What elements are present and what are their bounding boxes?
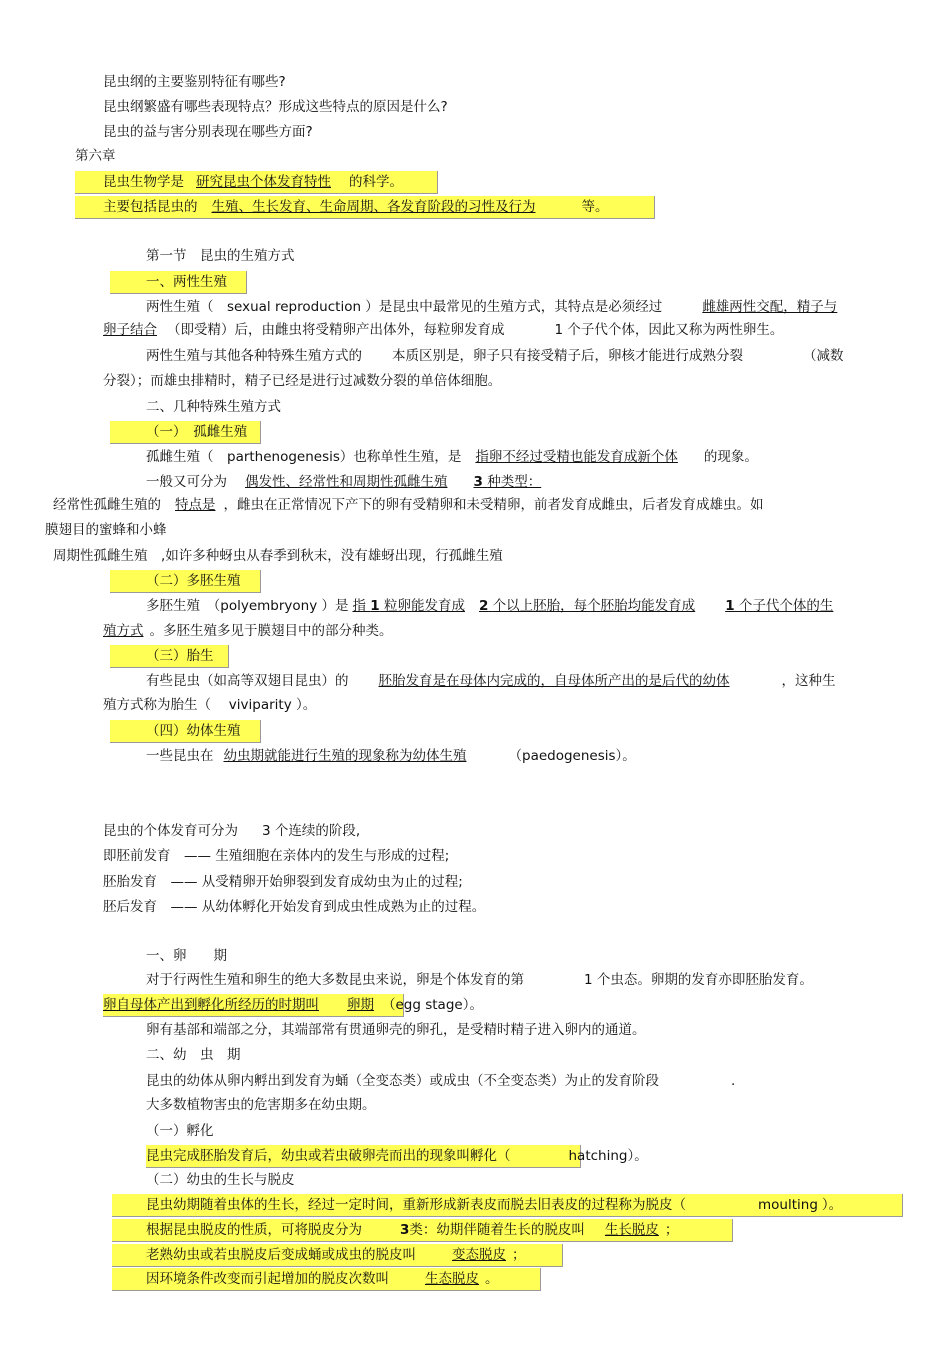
para-luanqi-2: 卵自母体产出到孵化所经历的时期叫 卵期 （egg stage）。: [103, 997, 483, 1013]
para-youchong-2: 大多数植物害虫的危害期多在幼虫期。: [146, 1097, 376, 1113]
section-title: 第一节 昆虫的生殖方式: [146, 248, 295, 264]
para-luanqi-3: 卵有基部和端部之分，其端部常有贯通卵壳的卵孔，是受精时精子进入卵内的通道。: [146, 1022, 646, 1038]
para-tuopi-1: 昆虫幼期随着虫体的生长，经过一定时间，重新形成新表皮而脱去旧表皮的过程称为脱皮（ moulting ）。: [146, 1197, 843, 1213]
para-guci-5: 周期性孤雌生殖 ,如许多种蚜虫从春季到秋末，没有雄蚜出现，行孤雌生殖: [53, 548, 503, 564]
heading-youti: （四）幼体生殖: [146, 723, 241, 739]
para-guci-2: 一般又可分为 偶发性、经常性和周期性孤雌生殖 3 种类型：: [146, 474, 542, 490]
para-benzhi-2: 分裂）；而雄虫排精时，精子已经是进行过减数分裂的单倍体细胞。: [103, 373, 502, 389]
para-duopei-1: 多胚生殖 （polyembryony ）是 指 1 粒卵能发育成 2 个以上胚胎，每个胚胎均能发育成 1 个子代个体的生: [146, 598, 834, 614]
heading-teshu: 二、几种特殊生殖方式: [146, 399, 281, 415]
heading-taisheng: （三）胎生: [146, 648, 214, 664]
heading-tuopi: （二）幼虫的生长与脱皮: [146, 1172, 295, 1188]
para-tuopi-2: 根据昆虫脱皮的性质，可将脱皮分为 3类：幼期伴随着生长的脱皮叫 生长脱皮 ；: [146, 1222, 679, 1238]
heading-youchong: 二、幼 虫 期: [146, 1047, 241, 1063]
para-benzhi-1: 两性生殖与其他各种特殊生殖方式的 本质区别是，卵子只有接受精子后，卵核才能进行成熟分裂 （减数: [146, 348, 844, 364]
para-tuopi-4: 因环境条件改变而引起增加的脱皮次数叫 生态脱皮 。: [146, 1271, 499, 1287]
dev-line-1: 昆虫的个体发育可分为 3 个连续的阶段,: [103, 823, 361, 839]
para-guci-3: 经常性孤雌生殖的 特点是 ，雌虫在正常情况下产下的卵有受精卵和未受精卵，前者发育成雌虫，后者发育成雄虫。如: [53, 497, 764, 513]
para-luanqi-1: 对于行两性生殖和卵生的绝大多数昆虫来说，卵是个体发育的第 1 个虫态。卵期的发育亦即胚胎发育。: [146, 972, 813, 988]
para-liangxing-2: 卵子结合 （即受精）后，由雌虫将受精卵产出体外，每粒卵发育成 1 个子代个体，因此又称为两性卵生。: [103, 322, 784, 338]
para-tuopi-3: 老熟幼虫或若虫脱皮后变成蛹或成虫的脱皮叫 变态脱皮 ；: [146, 1247, 526, 1263]
para-guci-4: 膜翅目的蜜蜂和小蜂: [45, 522, 167, 538]
para-youchong-1: 昆虫的幼体从卵内孵出到发育为蛹（全变态类）或成虫（不全变态类）为止的发育阶段 .: [146, 1073, 736, 1089]
heading-luanqi: 一、卵 期: [146, 948, 227, 964]
heading-liangxing: 一、两性生殖: [146, 274, 227, 290]
dev-line-2: 即胚前发育 —— 生殖细胞在亲体内的发生与形成的过程;: [103, 848, 450, 864]
heading-guci: （一） 孤雌生殖: [146, 424, 248, 440]
dev-line-3: 胚胎发育 —— 从受精卵开始卵裂到发育成幼虫为止的过程;: [103, 874, 463, 890]
para-guci-1: 孤雌生殖（ parthenogenesis）也称单性生殖，是 指卵不经过受精也能发育成新个体 的现象。: [146, 449, 758, 465]
question-1: 昆虫纲的主要鉴别特征有哪些?: [103, 74, 286, 90]
para-liangxing-1: 两性生殖（ sexual reproduction ）是昆虫中最常见的生殖方式，其特点是必须经过 雌雄两性交配，精子与: [146, 299, 838, 315]
question-2: 昆虫纲繁盛有哪些表现特点？形成这些特点的原因是什么?: [103, 99, 448, 115]
heading-duopei: （二）多胚生殖: [146, 573, 241, 589]
dev-line-4: 胚后发育 —— 从幼体孵化开始发育到成虫性成熟为止的过程。: [103, 899, 486, 915]
heading-fuhua: （一）孵化: [146, 1123, 214, 1139]
para-youti: 一些昆虫在 幼虫期就能进行生殖的现象称为幼体生殖 （paedogenesis）。: [146, 748, 636, 764]
intro-line-2: 主要包括昆虫的 生殖、生长发育、生命周期、各发育阶段的习性及行为 等。: [103, 199, 609, 215]
question-3: 昆虫的益与害分别表现在哪些方面?: [103, 124, 313, 140]
para-taisheng-1: 有些昆虫（如高等双翅目昆虫）的 胚胎发育是在母体内完成的，自母体所产出的是后代的幼体 ，这种生: [146, 673, 836, 689]
para-duopei-2: 殖方式 。多胚生殖多见于膜翅目中的部分种类。: [103, 623, 393, 639]
chapter-title: 第六章: [75, 148, 116, 164]
para-taisheng-2: 殖方式称为胎生（ viviparity ）。: [103, 697, 317, 713]
para-fuhua: 昆虫完成胚胎发育后，幼虫或若虫破卵壳而出的现象叫孵化（ hatching）。: [146, 1148, 648, 1164]
intro-line-1: 昆虫生物学是 研究昆虫个体发育特性 的科学。: [103, 174, 403, 190]
